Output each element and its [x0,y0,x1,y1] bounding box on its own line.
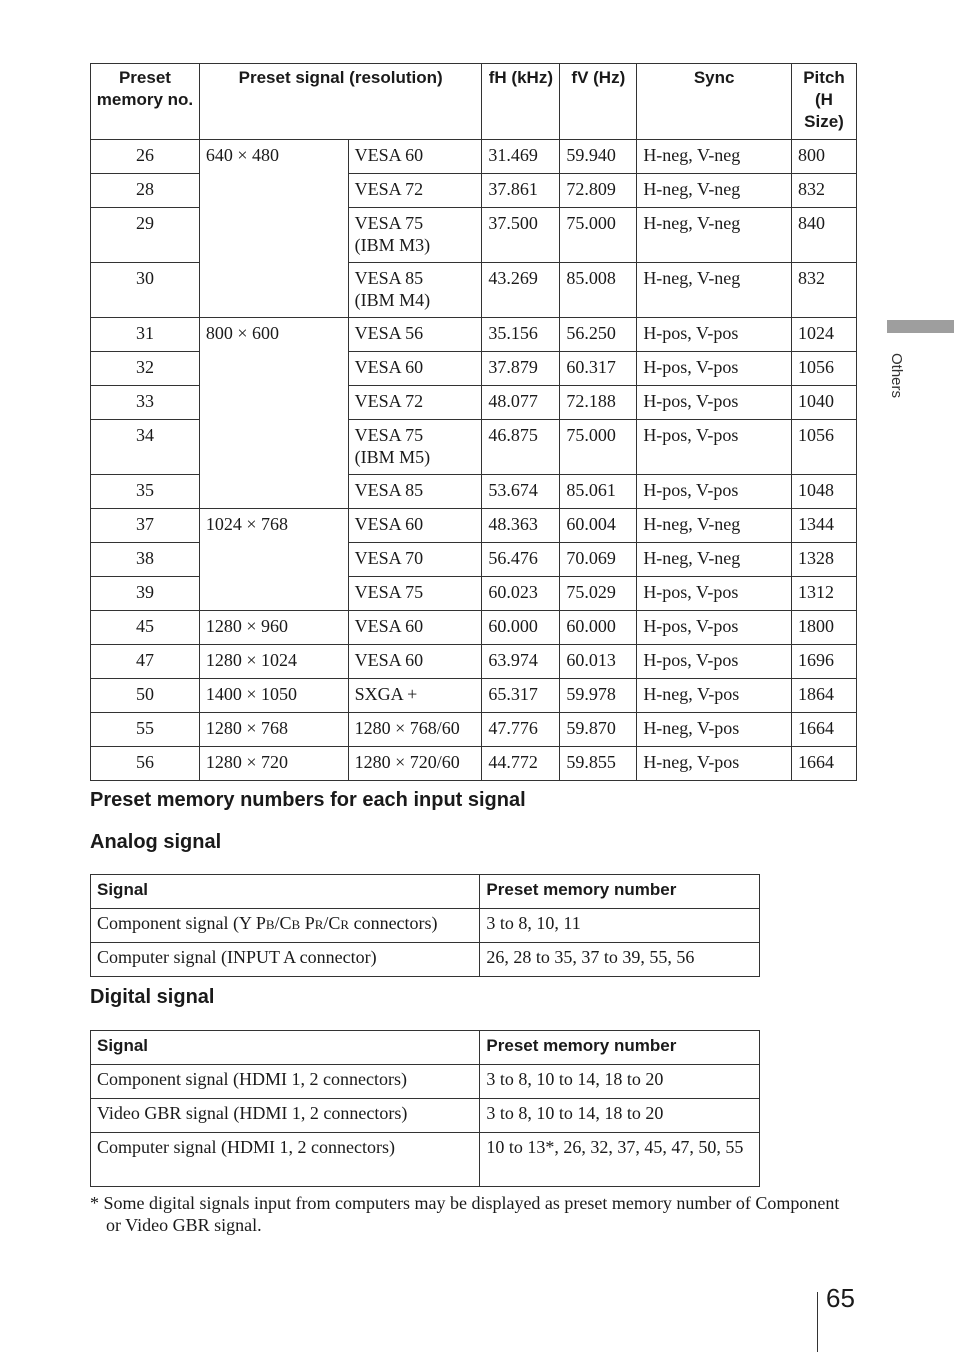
sync-value: H-pos, V-pos [637,420,792,475]
header-preset-memory-number: Preset memory number [480,1031,760,1065]
resolution: 640 × 480 [199,140,348,318]
pitch-value: 1048 [792,475,857,509]
fh-value: 48.363 [482,509,560,543]
table-header-row [91,875,760,909]
sync-value: H-pos, V-pos [637,318,792,352]
pitch-value: 1328 [792,543,857,577]
pitch-value: 1040 [792,386,857,420]
signal: VESA 60 [348,352,482,386]
sync-value: H-pos, V-pos [637,577,792,611]
signal-name: VESA 75 [354,425,424,445]
fh-value: 47.776 [482,713,560,747]
table-row [91,1065,760,1099]
preset-no: 56 [91,747,200,781]
table-row [91,1099,760,1133]
preset-memory-number: 10 to 13*, 26, 32, 37, 45, 47, 50, 55 [480,1133,760,1187]
pitch-value: 840 [792,208,857,263]
pitch-value: 832 [792,263,857,318]
sync-value: H-neg, V-neg [637,208,792,263]
pitch-value: 1056 [792,420,857,475]
pitch-value: 1024 [792,318,857,352]
fh-value: 48.077 [482,386,560,420]
sync-value: H-pos, V-pos [637,475,792,509]
fv-value: 75.029 [560,577,637,611]
fh-value: 31.469 [482,140,560,174]
signal-alias: (IBM M5) [354,447,431,467]
label-part: Component signal (Y P [97,913,266,933]
signal: VESA 60 [348,611,482,645]
label-part: /C [274,913,292,933]
fh-value: 60.023 [482,577,560,611]
pitch-value: 1664 [792,747,857,781]
table-row [91,1133,760,1187]
signal-label: Video GBR signal (HDMI 1, 2 connectors) [91,1099,480,1133]
signal-label [91,909,480,943]
preset-no: 26 [91,140,200,174]
preset-no: 39 [91,577,200,611]
table-header-row [91,64,857,140]
preset-no: 32 [91,352,200,386]
fv-value: 59.940 [560,140,637,174]
table-row [91,318,857,352]
pitch-value: 1056 [792,352,857,386]
header-pitch: Pitch (H Size) [792,64,857,140]
analog-signal-table [90,874,760,977]
signal-label: Computer signal (HDMI 1, 2 connectors) [91,1133,480,1187]
header-signal: Signal [91,1031,480,1065]
fv-value: 56.250 [560,318,637,352]
table-row [91,140,857,174]
fh-value: 37.500 [482,208,560,263]
table-row [91,611,857,645]
preset-no: 50 [91,679,200,713]
label-part: B [291,917,301,932]
signal [348,420,482,475]
fh-value: 46.875 [482,420,560,475]
sync-value: H-neg, V-neg [637,140,792,174]
fv-value: 60.013 [560,645,637,679]
fh-value: 37.861 [482,174,560,208]
signal: VESA 60 [348,509,482,543]
preset-memory-number: 26, 28 to 35, 37 to 39, 55, 56 [480,943,760,977]
preset-no: 31 [91,318,200,352]
pitch-value: 1344 [792,509,857,543]
fh-value: 43.269 [482,263,560,318]
sync-value: H-neg, V-neg [637,263,792,318]
resolution: 1280 × 720 [199,747,348,781]
pitch-value: 832 [792,174,857,208]
signal-label: Component signal (HDMI 1, 2 connectors) [91,1065,480,1099]
signal [348,208,482,263]
table-row [91,943,760,977]
fv-value: 72.188 [560,386,637,420]
fv-value: 59.870 [560,713,637,747]
fv-value: 85.061 [560,475,637,509]
resolution: 1024 × 768 [199,509,348,611]
header-preset-no: Preset memory no. [91,64,200,140]
preset-no: 28 [91,174,200,208]
header-fh: fH (kHz) [482,64,560,140]
signal: VESA 85 [348,475,482,509]
preset-no: 30 [91,263,200,318]
preset-no: 47 [91,645,200,679]
sync-value: H-neg, V-neg [637,543,792,577]
resolution: 1280 × 1024 [199,645,348,679]
fv-value: 85.008 [560,263,637,318]
resolution: 1400 × 1050 [199,679,348,713]
table-header-row [91,1031,760,1065]
sync-value: H-pos, V-pos [637,645,792,679]
table-row [91,909,760,943]
preset-memory-number: 3 to 8, 10 to 14, 18 to 20 [480,1099,760,1133]
fh-value: 65.317 [482,679,560,713]
fh-value: 53.674 [482,475,560,509]
header-signal: Signal [91,875,480,909]
pitch-value: 1696 [792,645,857,679]
table-row [91,509,857,543]
fv-value: 59.855 [560,747,637,781]
preset-memory-number: 3 to 8, 10 to 14, 18 to 20 [480,1065,760,1099]
section-tab-marker [887,320,954,333]
header-preset-memory-number: Preset memory number [480,875,760,909]
signal: VESA 75 [348,577,482,611]
header-preset-signal: Preset signal (resolution) [199,64,482,140]
signal [348,263,482,318]
signal-name: VESA 75 [354,213,424,233]
preset-no: 35 [91,475,200,509]
signal-alias: (IBM M4) [354,290,431,310]
table-row [91,679,857,713]
fv-value: 59.978 [560,679,637,713]
label-part: R [340,917,350,932]
signal-name: VESA 85 [354,268,424,288]
fh-value: 60.000 [482,611,560,645]
signal-label: Computer signal (INPUT A connector) [91,943,480,977]
sync-value: H-neg, V-neg [637,509,792,543]
fv-value: 60.000 [560,611,637,645]
signal: VESA 60 [348,140,482,174]
preset-memory-number: 3 to 8, 10, 11 [480,909,760,943]
signal-alias: (IBM M3) [354,235,431,255]
table-row [91,713,857,747]
table-row [91,645,857,679]
table-row [91,747,857,781]
fh-value: 37.879 [482,352,560,386]
signal: VESA 70 [348,543,482,577]
label-part: B [265,917,275,932]
sync-value: H-pos, V-pos [637,386,792,420]
resolution: 1280 × 768 [199,713,348,747]
section-tab-label: Others [888,353,905,399]
preset-no: 29 [91,208,200,263]
header-fv: fV (Hz) [560,64,637,140]
fv-value: 72.809 [560,174,637,208]
digital-signal-heading: Digital signal [90,986,215,1008]
fv-value: 70.069 [560,543,637,577]
analog-signal-heading: Analog signal [90,831,222,853]
sync-value: H-neg, V-pos [637,679,792,713]
fv-value: 75.000 [560,420,637,475]
sync-value: H-neg, V-neg [637,174,792,208]
label-part: P [300,913,315,933]
label-part: R [314,917,324,932]
resolution: 800 × 600 [199,318,348,509]
preset-no: 45 [91,611,200,645]
sync-value: H-pos, V-pos [637,611,792,645]
digital-signal-table [90,1030,760,1187]
signal: VESA 72 [348,174,482,208]
fv-value: 60.004 [560,509,637,543]
signal: 1280 × 720/60 [348,747,482,781]
fh-value: 44.772 [482,747,560,781]
fh-value: 35.156 [482,318,560,352]
page-number-divider [817,1292,818,1352]
fv-value: 75.000 [560,208,637,263]
resolution: 1280 × 960 [199,611,348,645]
sync-value: H-pos, V-pos [637,352,792,386]
fv-value: 60.317 [560,352,637,386]
sync-value: H-neg, V-pos [637,747,792,781]
fh-value: 56.476 [482,543,560,577]
label-part: connectors) [349,913,438,933]
pitch-value: 1664 [792,713,857,747]
signal: VESA 60 [348,645,482,679]
label-part: /C [323,913,341,933]
preset-no: 37 [91,509,200,543]
preset-no: 33 [91,386,200,420]
header-sync: Sync [637,64,792,140]
preset-signal-table [90,63,857,781]
pitch-value: 1864 [792,679,857,713]
preset-no: 34 [91,420,200,475]
preset-no: 55 [91,713,200,747]
pitch-value: 1800 [792,611,857,645]
preset-no: 38 [91,543,200,577]
sync-value: H-neg, V-pos [637,713,792,747]
pitch-value: 1312 [792,577,857,611]
signal: 1280 × 768/60 [348,713,482,747]
section-title: Preset memory numbers for each input signal [90,789,526,811]
page-number: 65 [826,1283,855,1313]
signal: SXGA + [348,679,482,713]
fh-value: 63.974 [482,645,560,679]
signal: VESA 72 [348,386,482,420]
signal: VESA 56 [348,318,482,352]
footnote: * Some digital signals input from computers may be displayed as preset memory number of Component or Video GBR signal. [90,1193,840,1235]
pitch-value: 800 [792,140,857,174]
